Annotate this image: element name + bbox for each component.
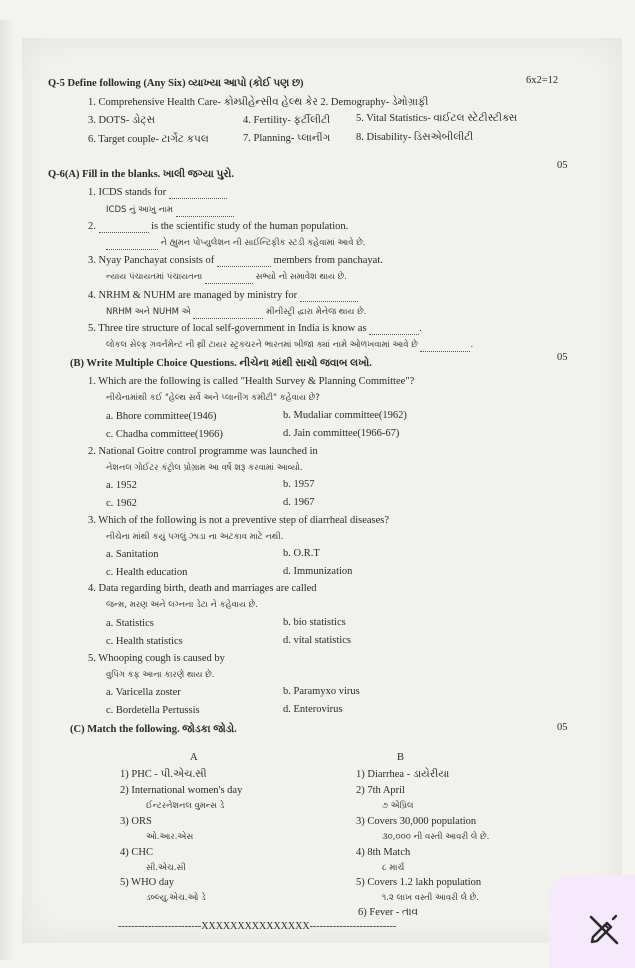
mcq1-option-b: b. Mudaliar committee(1962) — [283, 410, 407, 421]
mcq3-option-a: a. Sanitation — [106, 549, 159, 560]
q6a-item5: 5. Three tire structure of local self-government in India is know as . — [88, 323, 422, 334]
match-a4: 4) CHC — [120, 847, 153, 858]
mcq3-option-c: c. Health education — [106, 567, 188, 578]
mcq5-option-a: a. Varicella zoster — [106, 687, 181, 698]
match-a5-gujarati: ડબ્લ્યુ.એચ.ઓ ડે — [146, 893, 206, 903]
q5-row1: 1. Comprehensive Health Care- કોમ્પ્રીહેન્સીવ હેલ્થ કેર 2. Demography- ડેમોગ્રાફી — [88, 97, 429, 108]
mcq1-option-d: d. Jain committee(1966-67) — [283, 428, 400, 439]
match-b2-gujarati: ૭ એપ્રિલ — [382, 801, 414, 811]
q6c-title: (C) Match the following. જોડકા જોડો. — [70, 724, 237, 735]
q6a-item2: 2. is the scientific study of the human population. — [88, 221, 349, 232]
mcq4-option-b: b. bio statistics — [283, 617, 346, 628]
mcq5-option-b: b. Paramyxo virus — [283, 686, 360, 697]
mcq1-option-c: c. Chadha committee(1966) — [106, 429, 223, 440]
q6a-item2-gujarati: ને હ્યુમન પોપ્યુલેશન ની સાઈન્ટિફીક સ્ટડી કહેવામાં આવે છે. — [106, 237, 366, 250]
q5-marks: 6x2=12 — [526, 75, 559, 86]
q6a-item1: 1. ICDS stands for — [88, 186, 227, 199]
q5-row3a: 6. Target couple- ટાર્ગેટ કપલ — [88, 134, 209, 145]
mcq2-option-c: c. 1962 — [106, 498, 137, 509]
match-a3-gujarati: ઓ.આર.એસ — [146, 832, 194, 842]
mcq1-question: 1. Which are the following is called "Health Survey & Planning Committee"? — [88, 376, 415, 387]
match-a2: 2) International women's day — [120, 785, 243, 796]
mcq2-question: 2. National Goitre control programme was launched in — [88, 446, 318, 457]
q6a-item4: 4. NRHM & NUHM are managed by ministry for — [88, 289, 358, 302]
match-a3: 3) ORS — [120, 816, 152, 827]
match-b1: 1) Diarrhea - ડાયેરીયા — [356, 769, 450, 780]
match-col-b-header: B — [397, 752, 405, 763]
q5-title: Q-5 Define following (Any Six) વ્યાખ્યા આપો (કોઈ પણ છ) — [48, 78, 304, 89]
q6b-marks: 05 — [557, 352, 568, 363]
mcq5-gujarati: વુપિંગ કફ આના કારણે થાય છે. — [106, 670, 215, 680]
q5-row2b: 4. Fertility- ફર્ટીલીટી — [243, 115, 331, 126]
mcq3-option-b: b. O.R.T — [283, 548, 320, 559]
mcq3-gujarati: નીચેના માંથી કયું પગલું ઝાડા ના અટકાવ માટે નથી. — [106, 532, 284, 542]
mcq4-option-d: d. vital statistics — [283, 635, 351, 646]
q6a-item3: 3. Nyay Panchayat consists of members from panchayat. — [88, 255, 383, 266]
mcq2-option-a: a. 1952 — [106, 480, 137, 491]
match-col-a-header: A — [190, 752, 198, 763]
mcq4-question: 4. Data regarding birth, death and marriages are called — [88, 583, 317, 594]
match-b5: 5) Covers 1.2 lakh population — [356, 877, 482, 888]
q5-row3b: 7. Planning- પ્લાનીંગ — [243, 133, 331, 144]
match-b4-gujarati: ૮ માર્ચ — [382, 863, 405, 873]
mcq1-gujarati: નીચેનામાંથી કઈ "હેલ્થ સર્વે અને પ્લાનીંગ કમીટી" કહેવાય છે? — [106, 393, 320, 403]
mcq5-question: 5. Whooping cough is caused by — [88, 653, 225, 664]
match-b3-gujarati: ૩૦,૦૦૦ ની વસ્તી આવરી લે છે. — [382, 832, 490, 842]
q5-row2c: 5. Vital Statistics- વાઈટલ સ્ટેટીસ્ટીક્સ — [356, 113, 518, 124]
q6a-title: Q-6(A) Fill in the blanks. ખાલી જગ્યા પુરો. — [48, 169, 234, 180]
mcq2-gujarati: નેશનલ ગોઈટર કંટ્રોલ પ્રોગ્રામ આ વર્ષે શરૂ કરવામાં આવ્યો. — [106, 463, 303, 473]
mcq3-question: 3. Which of the following is not a preventive step of diarrheal diseases? — [88, 515, 390, 526]
mcq5-option-c: c. Bordetella Pertussis — [106, 705, 200, 716]
match-b2: 2) 7th April — [356, 785, 405, 796]
mcq4-gujarati: જન્મ, મરણ અને લગ્નના ડેટા ને કહેવાય છે. — [106, 600, 258, 610]
q6a-item1-gujarati: ICDS નું આખુ નામ — [106, 204, 234, 217]
match-b4: 4) 8th Match — [356, 847, 411, 858]
mcq5-option-d: d. Enterovirus — [283, 704, 343, 715]
q6c-marks: 05 — [557, 722, 568, 733]
pen-slash-icon — [585, 911, 623, 949]
match-b5-gujarati: ૧.૨ લાખ વસ્તી આવરી લે છે. — [382, 893, 480, 903]
mcq2-option-d: d. 1967 — [283, 497, 315, 508]
q6a-item5-gujarati: લોકલ સેલ્ફ ગવર્નમેન્ટ ની થ્રી ટાયર સ્ટ્રક્ચરને ભારતમાં બીજા ક્યાં નામે ઓળખવામાં આવે છે . — [106, 340, 474, 350]
mcq4-option-c: c. Health statistics — [106, 636, 183, 647]
q6b-title: (B) Write Multiple Choice Questions. નીચેના માંથી સાચો જવાબ લખો. — [70, 358, 372, 369]
match-a2-gujarati: ઈન્ટરનેશનલ વુમન્સ ડે — [146, 801, 225, 811]
end-of-paper-marker: -------------------------XXXXXXXXXXXXXXX-------------------------- — [118, 921, 397, 932]
q6a-item3-gujarati: ન્યાય પંચાયતમાં પંચાયતના સભ્યો નો સમાવેશ થાય છે. — [106, 272, 347, 282]
match-a1: 1) PHC - પી.એચ.સી — [120, 769, 207, 780]
mcq3-option-d: d. Immunization — [283, 566, 353, 577]
match-b6: 6) Fever - તાવ — [358, 907, 419, 918]
mcq4-option-a: a. Statistics — [106, 618, 154, 629]
q6a-item4-gujarati: NRHM અને NUHM એ મીનીસ્ટ્રી દ્વારા મેનેજ થાય છે. — [106, 307, 367, 317]
q5-row2a: 3. DOTS- ડોટ્સ — [88, 115, 156, 126]
page-fold-shadow — [0, 20, 14, 960]
q6a-marks: 05 — [557, 160, 568, 171]
match-a4-gujarati: સી.એચ.સી — [146, 863, 186, 873]
mcq1-option-a: a. Bhore committee(1946) — [106, 411, 217, 422]
mcq2-option-b: b. 1957 — [283, 479, 315, 490]
q5-row3c: 8. Disability- ડિસએબીલીટી — [356, 132, 474, 143]
match-b3: 3) Covers 30,000 population — [356, 816, 477, 827]
match-a5: 5) WHO day — [120, 877, 175, 888]
